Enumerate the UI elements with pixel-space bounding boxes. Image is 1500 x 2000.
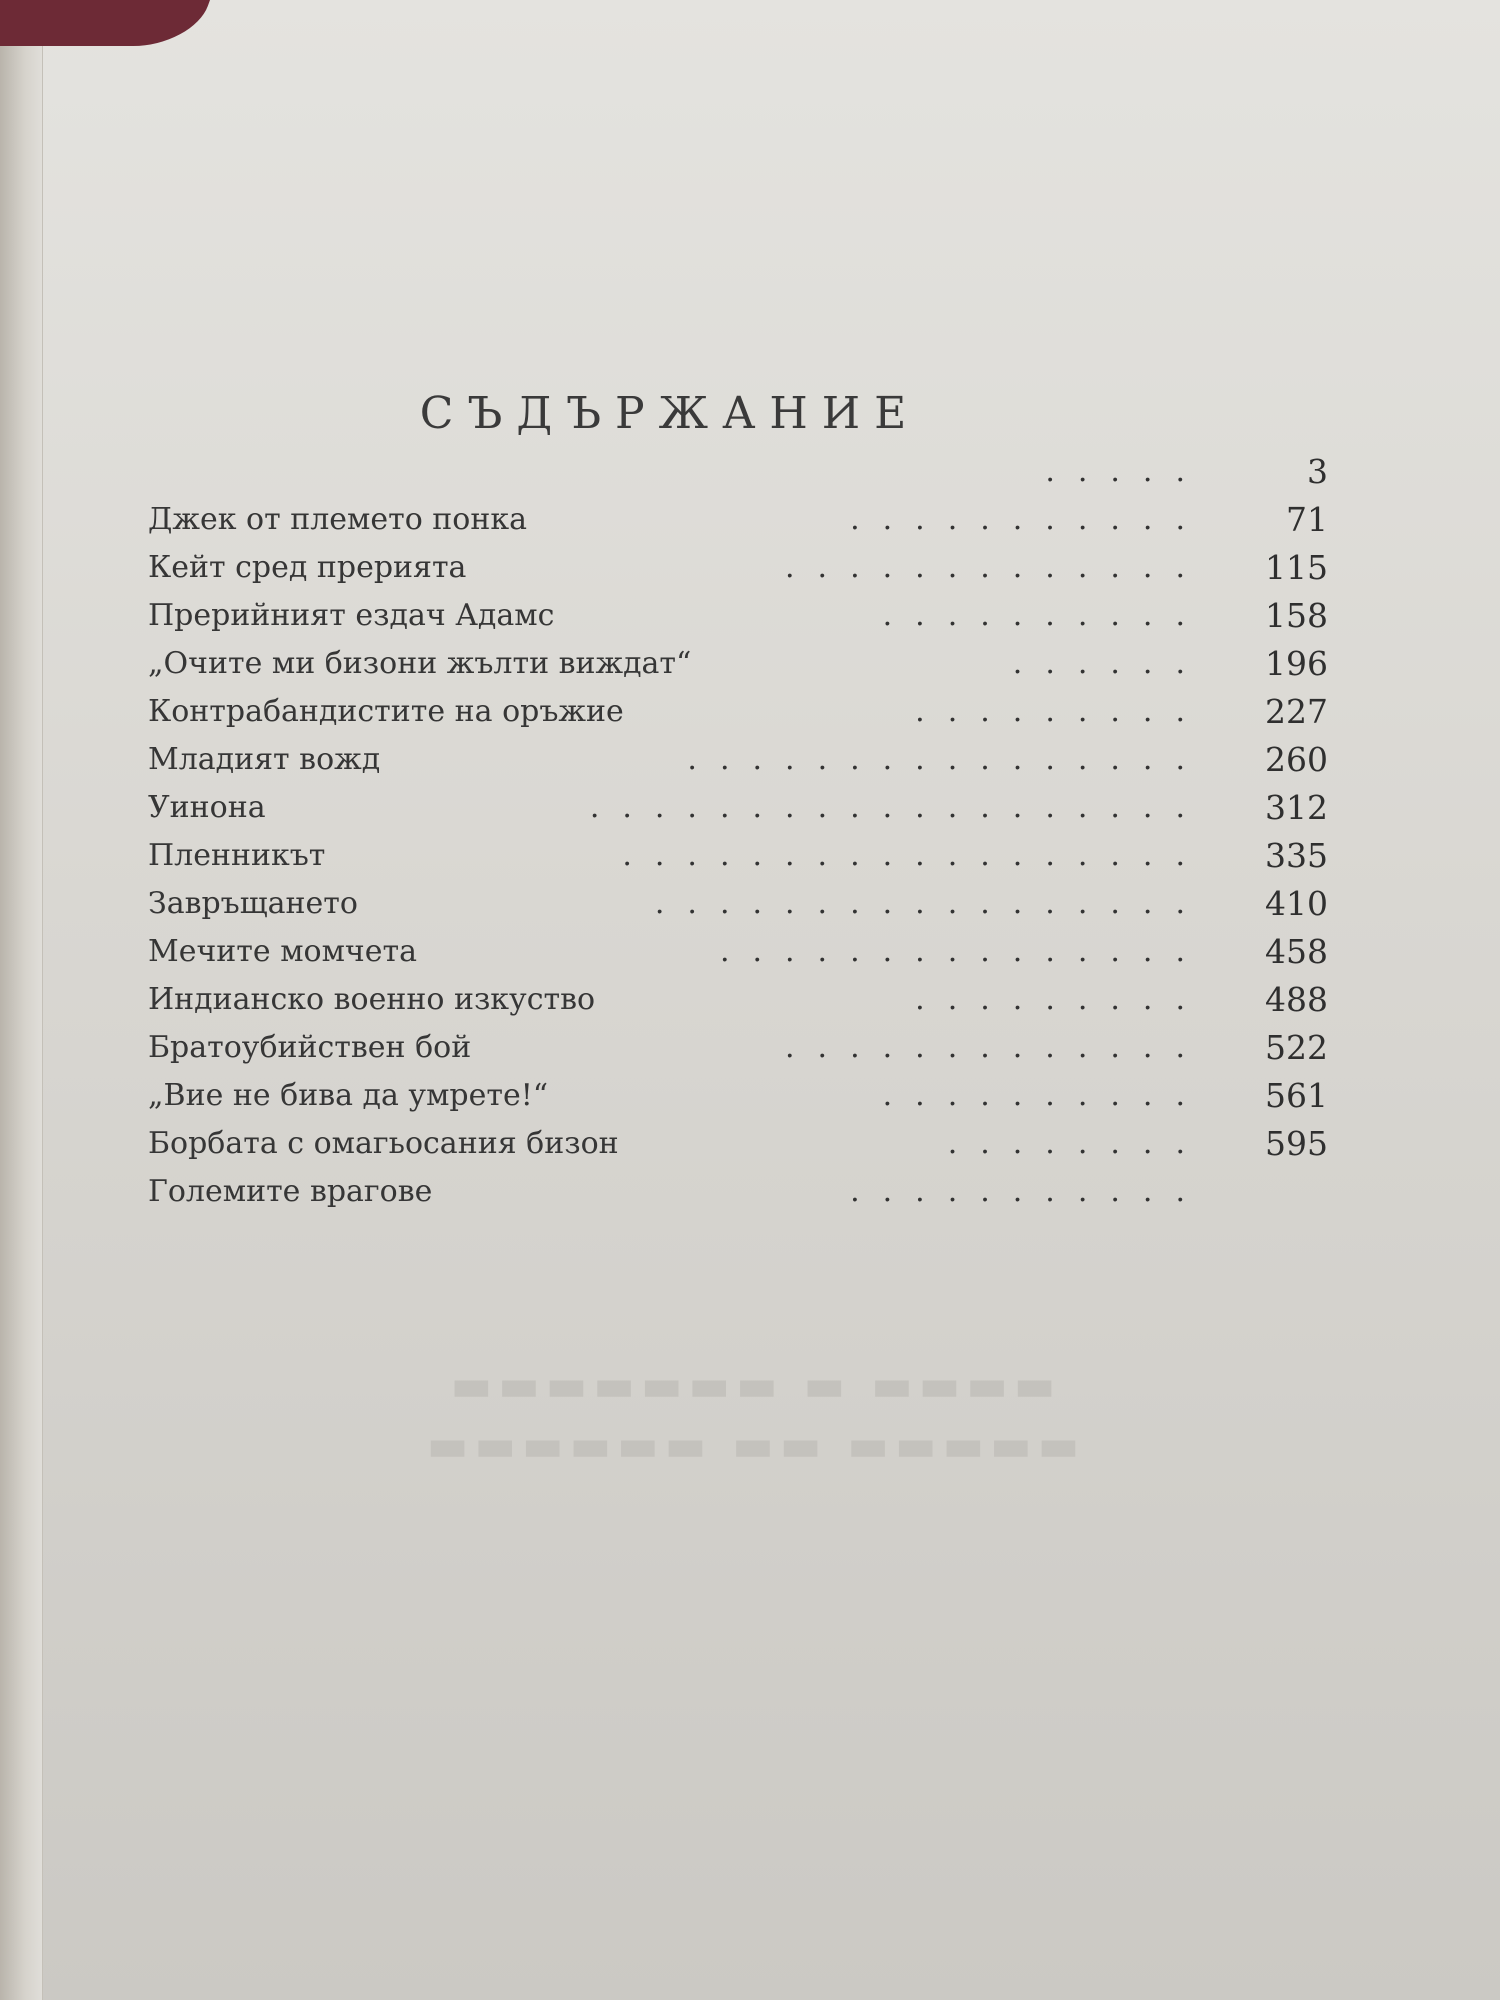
toc-entry	[148, 594, 1328, 638]
toc-entry-page: 595	[1265, 1124, 1328, 1163]
toc-entry	[148, 546, 1328, 590]
dot-leader: .............	[785, 1030, 1208, 1065]
toc-entry-page: 312	[1265, 788, 1328, 827]
toc-entry-title: Борбата с омагьосания бизон	[148, 1126, 619, 1161]
dot-leader: .................	[654, 886, 1208, 921]
dot-leader: ...........	[850, 1174, 1208, 1209]
toc-entry-page: 260	[1265, 740, 1328, 779]
toc-entry-title: „Вие не бива да умрете!“	[148, 1078, 549, 1113]
toc-entry-title: Братоубийствен бой	[148, 1030, 472, 1065]
toc-entry	[148, 450, 1328, 494]
toc-entry-title: Прерийният ездач Адамс	[148, 598, 555, 633]
toc-entry-page: 561	[1265, 1076, 1328, 1115]
toc-entry-page: 196	[1265, 644, 1328, 683]
show-through-decoration: ▬▬▬▬▬ ▬▬ ▬▬▬▬▬▬	[420, 1420, 1080, 1471]
dot-leader: .....	[1045, 454, 1208, 489]
toc-entry-page: 71	[1286, 500, 1328, 539]
toc-entry-title: Младият вожд	[148, 742, 381, 777]
toc-entry-title: Големите врагове	[148, 1174, 433, 1209]
show-through-decoration: ▬▬▬▬ ▬ ▬▬▬▬▬▬▬	[444, 1360, 1056, 1411]
dot-leader: ...............	[719, 934, 1208, 969]
toc-entry	[148, 882, 1328, 926]
dot-leader: ...................	[589, 790, 1208, 825]
toc-entry	[148, 930, 1328, 974]
toc-entry	[148, 834, 1328, 878]
toc-entry	[148, 738, 1328, 782]
dot-leader: ........	[947, 1126, 1208, 1161]
dot-leader: .........	[915, 694, 1208, 729]
toc-entry-page: 488	[1265, 980, 1328, 1019]
dot-leader: ................	[687, 742, 1208, 777]
toc-entry-page: 458	[1265, 932, 1328, 971]
toc-entry-title: „Очите ми бизони жълти виждат“	[148, 646, 692, 681]
toc-entry-title: Уинона	[148, 790, 266, 825]
dot-leader: .........	[915, 982, 1208, 1017]
toc-entry-page: 522	[1265, 1028, 1328, 1067]
toc-entry	[148, 1122, 1328, 1166]
toc-entry	[148, 642, 1328, 686]
toc-entry	[148, 1026, 1328, 1070]
toc-entry-page: 3	[1307, 452, 1328, 491]
toc-entry-page: 410	[1265, 884, 1328, 923]
page-title: СЪДЪРЖАНИЕ	[419, 388, 921, 439]
toc-entry-page: 227	[1265, 692, 1328, 731]
toc-entry	[148, 786, 1328, 830]
dot-leader: ..........	[882, 1078, 1208, 1113]
dot-leader: ..................	[622, 838, 1208, 873]
dot-leader: ...........	[850, 502, 1208, 537]
dot-leader: ......	[1012, 646, 1208, 681]
toc-entry-title: Завръщането	[148, 886, 358, 921]
dot-leader: .............	[785, 550, 1208, 585]
toc-entry-page: 115	[1265, 548, 1328, 587]
toc-entry-title: Индианско военно изкуство	[148, 982, 596, 1017]
toc-entry	[148, 690, 1328, 734]
toc-entry-title: Кейт сред прерията	[148, 550, 467, 585]
toc-entry-title: Джек от племето понка	[148, 502, 527, 537]
toc-entry	[148, 1170, 1328, 1214]
toc-entry	[148, 498, 1328, 542]
toc-entry	[148, 978, 1328, 1022]
dot-leader: ..........	[882, 598, 1208, 633]
toc-entry	[148, 1074, 1328, 1118]
toc-entry-title: Контрабандистите на оръжие	[148, 694, 624, 729]
toc-entry-page: 335	[1265, 836, 1328, 875]
toc-entry-title: Пленникът	[148, 838, 326, 873]
toc-entry-page: 158	[1265, 596, 1328, 635]
toc-entry-title: Мечите момчета	[148, 934, 417, 969]
